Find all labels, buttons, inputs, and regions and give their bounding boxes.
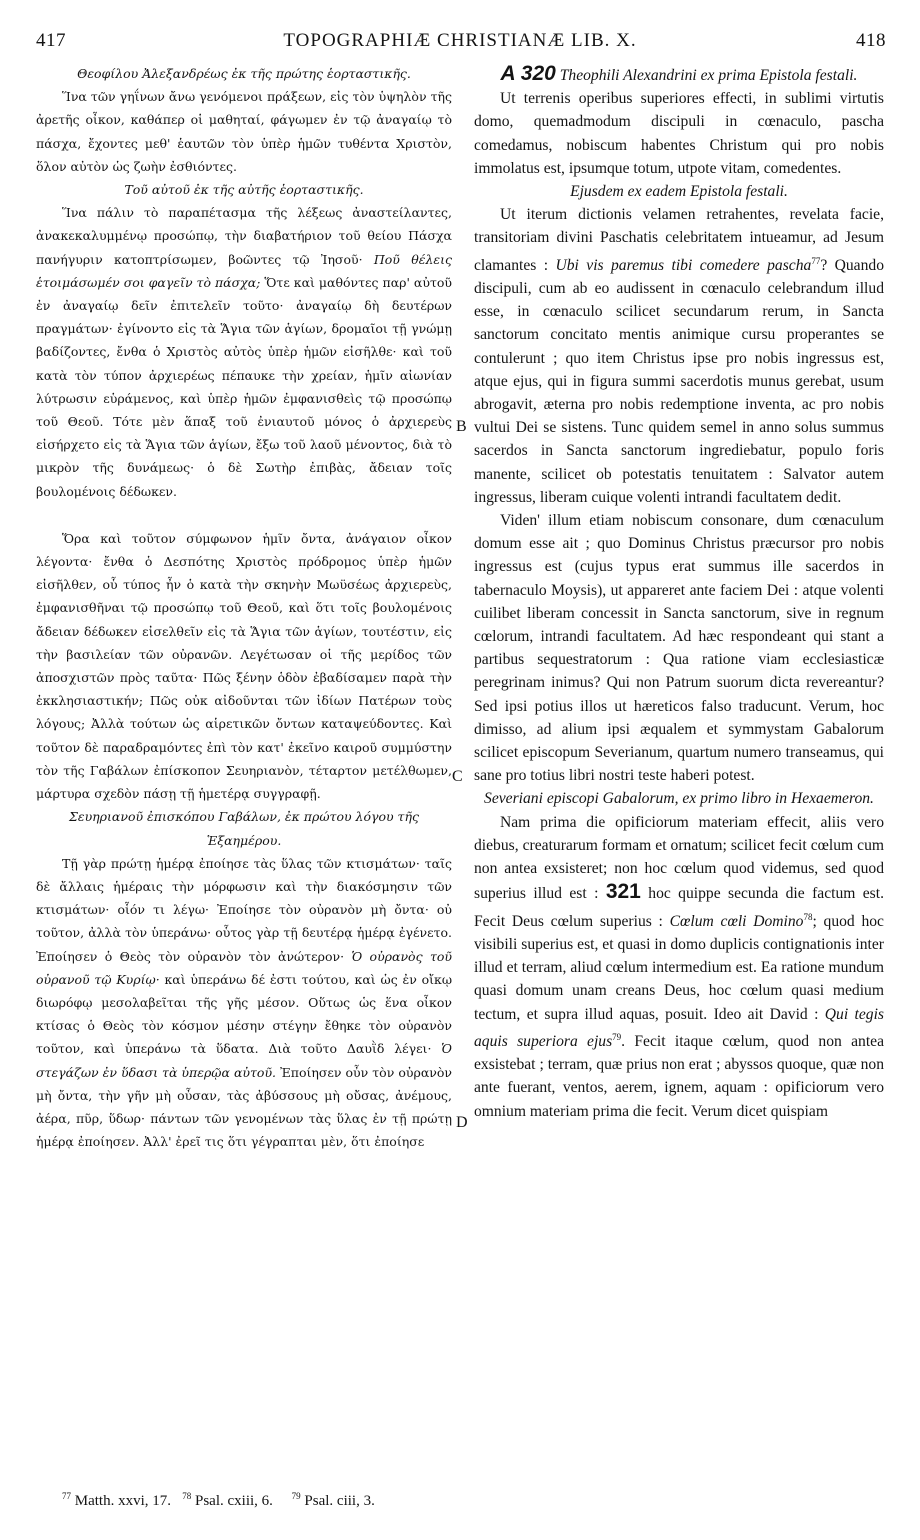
latin-text: ; quod hoc visibili superius est, et quasi in domo duplicis contignationis inter illud et terram, aliud cœlum intermedium est. Ea ratione mundum quasi domum unam creans Deus, hoc cœlum quasi medium tectum, et supra illud aquas, posuit. Ideo ait David :	[474, 912, 884, 1023]
greek-text: καὶ ὑπεράνω δέ ἐστι τούτου, καὶ ὡς ἐν οἴκῳ διωρόφῳ μεσολαβεῖται τῆς γῆς μέσον. Οὕτως ὡς ἕνα οἶκον κτίσας ὁ Θεὸς τὸν κόσμον μέσην στέγην ἔθηκε τὸν οὐρανὸν τοῦτον, καὶ ὑπεράνω τὰ ὕδατα. Διὰ τοῦτο Δαυῒδ λέγει·	[36, 971, 453, 1057]
column-number: A 320	[500, 62, 556, 85]
latin-paragraph-3: Viden' illum etiam nobiscum consonare, dum cœnaculum domum esse ait ; quo Dominus Christus præcursor pro nobis ingressus est (cujus typus erat summus ille sacerdos in tabernaculo Moysis), ut appareret ante faciem Dei : atque volenti cuilibet liberam concessit in Sancta sanctorum, sive in regnum cœlorum, intrandi facultatem. Ad hæc respondeant qui stant a partibus sequestratorum : Qua ratione viam ecclesiasticæ peregrinam inimus? Qui non Patrum suorum dicta revereantur? Sed ipsi potius illos ut hæreticos falso traducunt. Verum, hoc dimisso, ad alium ipsi æqualem et symmystam Gabalorum scilicet episcopum Severianum, quartum numero transeamus, qui sane pro totius libri nostri teste haberi potest.	[474, 512, 884, 785]
greek-text: Ὅτε καὶ μαθόντες παρ' αὐτοῦ ἐν ἀναγαίῳ δεῖν ἐπιτελεῖν τοῦτο· ἀναγαίῳ δὴ δευτέρων πραγμάτων· ἐγίνοντο εἰς τὰ Ἅγια τῶν ἁγίων, δρομαῖοι τῇ γνώμῃ βαδίζοντες, ἔνθα ὁ Χριστὸς αὐτὸς ὑπὲρ ἡμῶν εἰσῆλθε· καὶ τοῦ κατὰ τὸν τύπον ἀρχιερέως πέπαυκε τὴν χρείαν, ἡμῖν αἰωνίαν λύτρωσιν εὑράμενος, καὶ ὑπὲρ ἡμῶν ἐμφανισθεὶς τῷ προσώπῳ τοῦ Θεοῦ. Τότε μὲν ἅπαξ τοῦ ἐνιαυτοῦ μόνος ὁ ἀρχιερεὺς εἰσήρχετο εἰς τὰ Ἅγια τῶν ἁγίων, ἔξω τοῦ λαοῦ μένοντος, διὰ τὸ μικρὸν τῆς δυνάμεως· ὁ δὲ Σωτὴρ ἐπιβὰς, ἄδειαν τοῖς βουλομένοις δέδωκεν.	[36, 274, 452, 499]
latin-text: Nam prima die opificiorum materiam effecit, aliis vero diebus, creaturarum formam et ornatum; scilicet fecit cœlum cum non antea exsisteret; non hoc cœlum quod videmus, sed quod superius illud est :	[474, 813, 884, 903]
greek-text: Ἵνα πάλιν τὸ παραπέτασμα τῆς λέξεως ἀναστείλαντες, ἀνακεκαλυμμένῳ προσώπῳ, τὴν διαβατήριον τοῦ θείου Πάσχα πανήγυριν κατοπτρίσωμεν, βοῶντες τῷ Ἰησοῦ·	[36, 205, 452, 267]
latin-quote: Ubi vis paremus tibi comedere pascha	[555, 256, 812, 274]
footnote-ref: 78	[803, 911, 813, 922]
greek-column	[36, 62, 452, 1153]
footnote-number: 77	[62, 1491, 71, 1501]
footnote-number: 79	[291, 1491, 301, 1501]
footnote-ref: 77	[811, 255, 821, 266]
greek-heading-severian: Σευηριανοῦ ἐπισκόπου Γαβάλων, ἐκ πρώτου λόγου τῆς Ἑξαημέρου.	[69, 809, 419, 848]
margin-marker-b: B	[456, 418, 467, 435]
greek-quote: Ὁ στεγάζων ἐν ὕδασι τὰ ὑπερῷα αὐτοῦ.	[36, 1041, 452, 1080]
footnote-text: Matth. xxvi, 17.	[74, 1493, 171, 1509]
latin-quote: Qui tegis aquis superiora ejus	[474, 1005, 884, 1050]
latin-heading-severian: Severiani episcopi Gabalorum, ex primo libro in Hexaemeron.	[484, 790, 874, 808]
footnotes	[62, 1491, 375, 1510]
greek-text: Ἐποίησεν οὖν τὸν οὐρανὸν μὴ ὄντα, τὴν γῆν μὴ οὖσαν, τὰς ἀβύσσους μὴ οὔσας, ἀνέμους, ἀέρα, πῦρ, ὕδωρ· πάντων τῶν γενομένων τὰς ὕλας ἐν τῇ πρώτῃ ἡμέρᾳ ἐποίησεν. Ἀλλ' ἐρεῖ τις ὅτι γέγραπται μὲν, ὅτι ἐποίησε	[36, 1064, 452, 1150]
margin-marker-c: C	[452, 768, 463, 785]
latin-paragraph-4	[474, 811, 884, 1123]
greek-heading-theophilus: Θεοφίλου Ἀλεξανδρέως ἐκ τῆς πρώτης ἑορταστικῆς.	[77, 66, 411, 81]
footnote-text: Psal. ciii, 3.	[304, 1493, 375, 1509]
left-page-number: 417	[36, 30, 66, 51]
latin-text: hoc quippe secunda die factum est. Fecit Deus cœlum superius :	[474, 885, 884, 930]
greek-paragraph-1: Ἵνα τῶν γηΐνων ἄνω γενόμενοι πράξεων, εἰς τὸν ὑψηλὸν τῆς ἀρετῆς οἶκον, καθάπερ οἱ μαθηταί, φάγωμεν ἐν τῷ ἀναγαίῳ τὸ πάσχα, ἔχοντες μεθ' ἑαυτῶν τὸν ὑπὲρ ἡμῶν τυθέντα Χριστὸν, ὅλον αὐτὸν ὡς ζωὴν ἐσθιόντες.	[36, 89, 452, 174]
footnote-text: Psal. cxiii, 6.	[195, 1493, 273, 1509]
footnote-number: 78	[182, 1491, 192, 1501]
running-title: TOPOGRAPHIÆ CHRISTIANÆ LIB. X.	[283, 30, 637, 51]
column-number: 321	[605, 880, 641, 904]
latin-heading-ejusdem: Ejusdem ex eadem Epistola festali.	[570, 183, 788, 201]
latin-paragraph-2	[474, 203, 884, 509]
greek-paragraph-4	[36, 852, 452, 1154]
margin-marker-d: D	[456, 1114, 468, 1131]
greek-paragraph-2	[36, 201, 452, 503]
greek-quote: Ποῦ θέλεις ἑτοιμάσωμέν σοι φαγεῖν τὸ πάσχα;	[36, 251, 452, 290]
paragraph-gap	[36, 503, 452, 527]
right-page-number: 418	[856, 30, 886, 51]
latin-text: Ut iterum dictionis velamen retrahentes, revelata facie, transitoriam divini Paschatis celebritatem intueamur, ad Jesum clamantes :	[474, 206, 884, 274]
greek-quote: Ὁ οὐρανὸς τοῦ οὐρανοῦ τῷ Κυρίῳ·	[36, 948, 452, 987]
latin-heading-text: Theophili Alexandrini ex prima Epistola festali.	[559, 67, 858, 84]
latin-paragraph-1: Ut terrenis operibus superiores effecti, in sublimi virtutis domo, quemadmodum discipuli in cœnaculo, pascha comedamus, nobiscum habentes Christum qui pro nobis immolatus est, ipsumque totum, utpote vitam, comedentes.	[474, 90, 884, 177]
greek-heading-ejusdem: Τοῦ αὐτοῦ ἐκ τῆς αὐτῆς ἑορταστικῆς.	[124, 182, 364, 198]
footnote-ref: 79	[612, 1031, 622, 1042]
greek-paragraph-3: Ὅρα καὶ τοῦτον σύμφωνον ἡμῖν ὄντα, ἀνάγαιον οἶκον λέγοντα· ἔνθα ὁ Δεσπότης Χριστὸς πρόδρομος ὑπὲρ ἡμῶν εἰσῆλθεν, οὗ τύπος ἦν ὁ κατὰ τὴν σκηνὴν Μωϋσέως ἀρχιερεὺς, ἐμφανισθῆναι τῷ προσώπῳ τοῦ Θεοῦ, καὶ ὅτι τοῖς βουλομένοις ἄδειαν δέδωκεν εἰσελθεῖν εἰς τὰ Ἅγια τῶν ἁγίων, τουτέστιν, εἰς τὴν βασιλείαν τῶν οὐρανῶν. Λεγέτωσαν οἱ τῆς μερίδος τῶν ἀποσχιστῶν πρὸς ταῦτα· Πῶς ξένην ὁδὸν ἐβαδίσαμεν παρὰ τὴν ἐκκλησιαστικήν; Πῶς οὐκ αἰδοῦνται τῶν ἰδίων Πατέρων τοὺς λόγους; Ἀλλὰ τούτων ὡς αἱρετικῶν ὄντων καταψεύδοντες. Καὶ τοῦτον δὲ παραδραμόντες ἐπὶ τὸν κατ' ἐκεῖνο καιροῦ συμμύστην τὸν τῆς Γαβάλων ἐπίσκοπον Σευηριανὸν, τέταρτον μετέλθωμεν, μάρτυρα σχεδὸν πάσῃ τῇ ἡμετέρᾳ συγγραφῇ.	[36, 530, 452, 802]
latin-text: ? Quando discipuli, cum ab eo audissent in cœnaculo celebrandum illud esse, in cœnaculo scilicet secundarum rerum, in Sancta sanctorum concitato mentis animique cursu properantes se contulerunt ; quo item Christus ipse pro nobis ingressus est, atque ejus, qui in figura summi sacerdotis munus gerebat, usum abrogavit, æterna pro nobis redemptione inventa, ac pro nobis vultui Dei se sistens. Tunc quidem semel in anno solus summus sacerdos in Sancta sanctorum ingrediebatur, populo foris manente, scilicet ob potestatis tenuitatem : Salvator autem ingressus, liberam cuique volenti intrandi facultatem dedit.	[474, 256, 884, 506]
latin-heading-theophilus	[474, 62, 884, 87]
latin-text: . Fecit itaque cœlum, quod non antea exsistebat ; terram, quæ prius non erat ; abyssos quoque, quæ non ante fuerant, ventos, aerem, ignem, aquam : opificiorum vero omnium materiam prima die fecit. Verum dicet quispiam	[474, 1032, 884, 1120]
latin-quote: Cœlum cœli Domino	[669, 912, 804, 930]
latin-column	[474, 62, 884, 1123]
greek-text: Τῇ γὰρ πρώτῃ ἡμέρᾳ ἐποίησε τὰς ὕλας τῶν κτισμάτων· ταῖς δὲ ἄλλαις ἡμέραις τὴν μόρφωσιν καὶ τὴν διακόσμησιν τῶν κτισμάτων· οἷόν τι λέγω· Ἐποίησε τὸν οὐρανὸν μὴ ὄντα· οὐ τοῦτον, ἀλλὰ τὸν ὑπεράνω· οὗτος γὰρ τῇ δευτέρᾳ ἡμέρᾳ ἐγένετο. Ἐποίησεν ὁ Θεὸς τὸν οὐρανὸν τὸν ἀνώτερον·	[36, 855, 452, 964]
